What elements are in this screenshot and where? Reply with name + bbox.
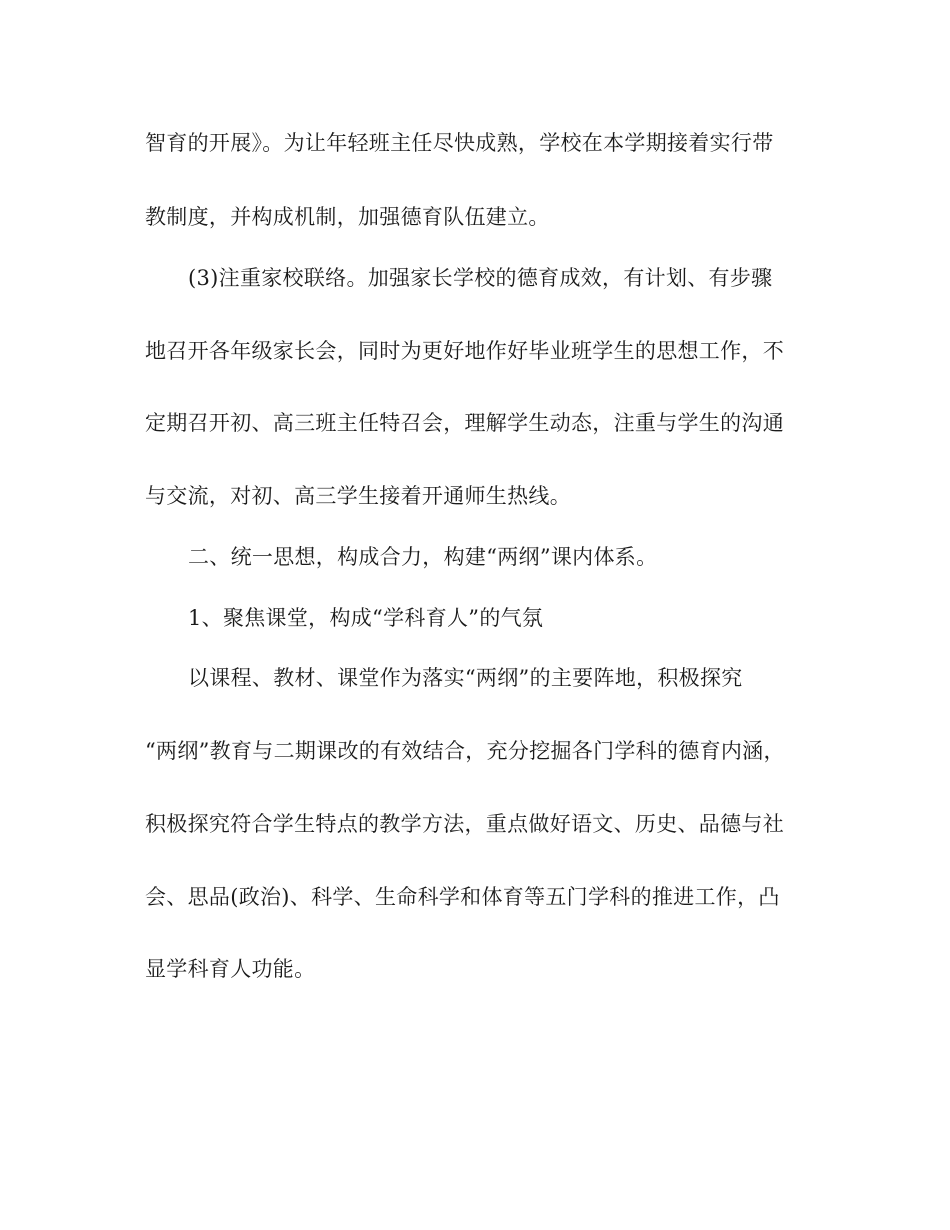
- paragraph-line: 积极探究符合学生特点的教学方法，重点做好语文、历史、品德与社: [145, 812, 784, 836]
- paragraph-line: “两纲”教育与二期课改的有效结合，充分挖掘各门学科的德育内涵，: [145, 739, 785, 763]
- paragraph-line: 智育的开展》。为让年轻班主任尽快成熟，学校在本学期接着实行带: [145, 131, 774, 155]
- paragraph-line: 以课程、教材、课堂作为落实“两纲”的主要阵地，积极探究: [188, 666, 743, 690]
- paragraph-line: 会、思品(政治)、科学、生命科学和体育等五门学科的推进工作，凸: [145, 885, 780, 909]
- paragraph-line: 地召开各年级家长会，同时为更好地作好毕业班学生的思想工作，不: [145, 339, 784, 363]
- paragraph-line: (3)注重家校联络。加强家长学校的德育成效，有计划、有步骤: [188, 266, 773, 290]
- paragraph-line: 定期召开初、高三班主任特召会，理解学生动态，注重与学生的沟通: [145, 411, 784, 435]
- paragraph-line: 显学科育人功能。: [145, 957, 316, 981]
- subsection-heading: 1、聚焦课堂，构成“学科育人”的气氛: [188, 606, 544, 630]
- paragraph-line: 与交流，对初、高三学生接着开通师生热线。: [145, 484, 571, 508]
- paragraph-line: 教制度，并构成机制，加强德育队伍建立。: [145, 205, 550, 229]
- section-heading: 二、统一思想，构成合力，构建“两纲”课内体系。: [188, 545, 658, 569]
